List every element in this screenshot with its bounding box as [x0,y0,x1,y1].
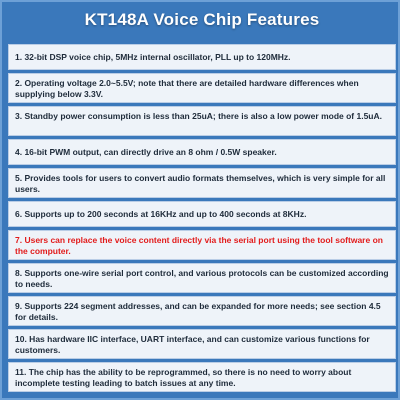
feature-list [8,44,396,395]
feature-item-6: 6. Supports up to 200 seconds at 16KHz and up to 400 seconds at 8KHz. [8,201,396,227]
feature-item-10: 10. Has hardware IIC interface, UART interface, and can customize various functions for customers. [8,329,396,359]
feature-item-4: 4. 16-bit PWM output, can directly drive an 8 ohm / 0.5W speaker. [8,139,396,165]
feature-item-2: 2. Operating voltage 2.0~5.5V; note that there are detailed hardware differences when supplying below 3.3V. [8,73,396,103]
feature-item-7: 7. Users can replace the voice content directly via the serial port using the tool software on the computer. [8,230,396,260]
page-title: KT148A Voice Chip Features [84,10,320,29]
feature-item-1: 1. 32-bit DSP voice chip, 5MHz internal oscillator, PLL up to 120MHz. [8,44,396,70]
feature-item-8: 8. Supports one-wire serial port control, and various protocols can be customized according to needs. [8,263,396,293]
feature-item-5: 5. Provides tools for users to convert audio formats themselves, which is very simple for all users. [8,168,396,198]
feature-item-9: 9. Supports 224 segment addresses, and can be expanded for more needs; see section 4.5 for details. [8,296,396,326]
feature-item-3: 3. Standby power consumption is less than 25uA; there is also a low power mode of 1.5uA. [8,106,396,136]
feature-item-11: 11. The chip has the ability to be reprogrammed, so there is no need to worry about incomplete testing leading to batch issues at any time. [8,362,396,392]
